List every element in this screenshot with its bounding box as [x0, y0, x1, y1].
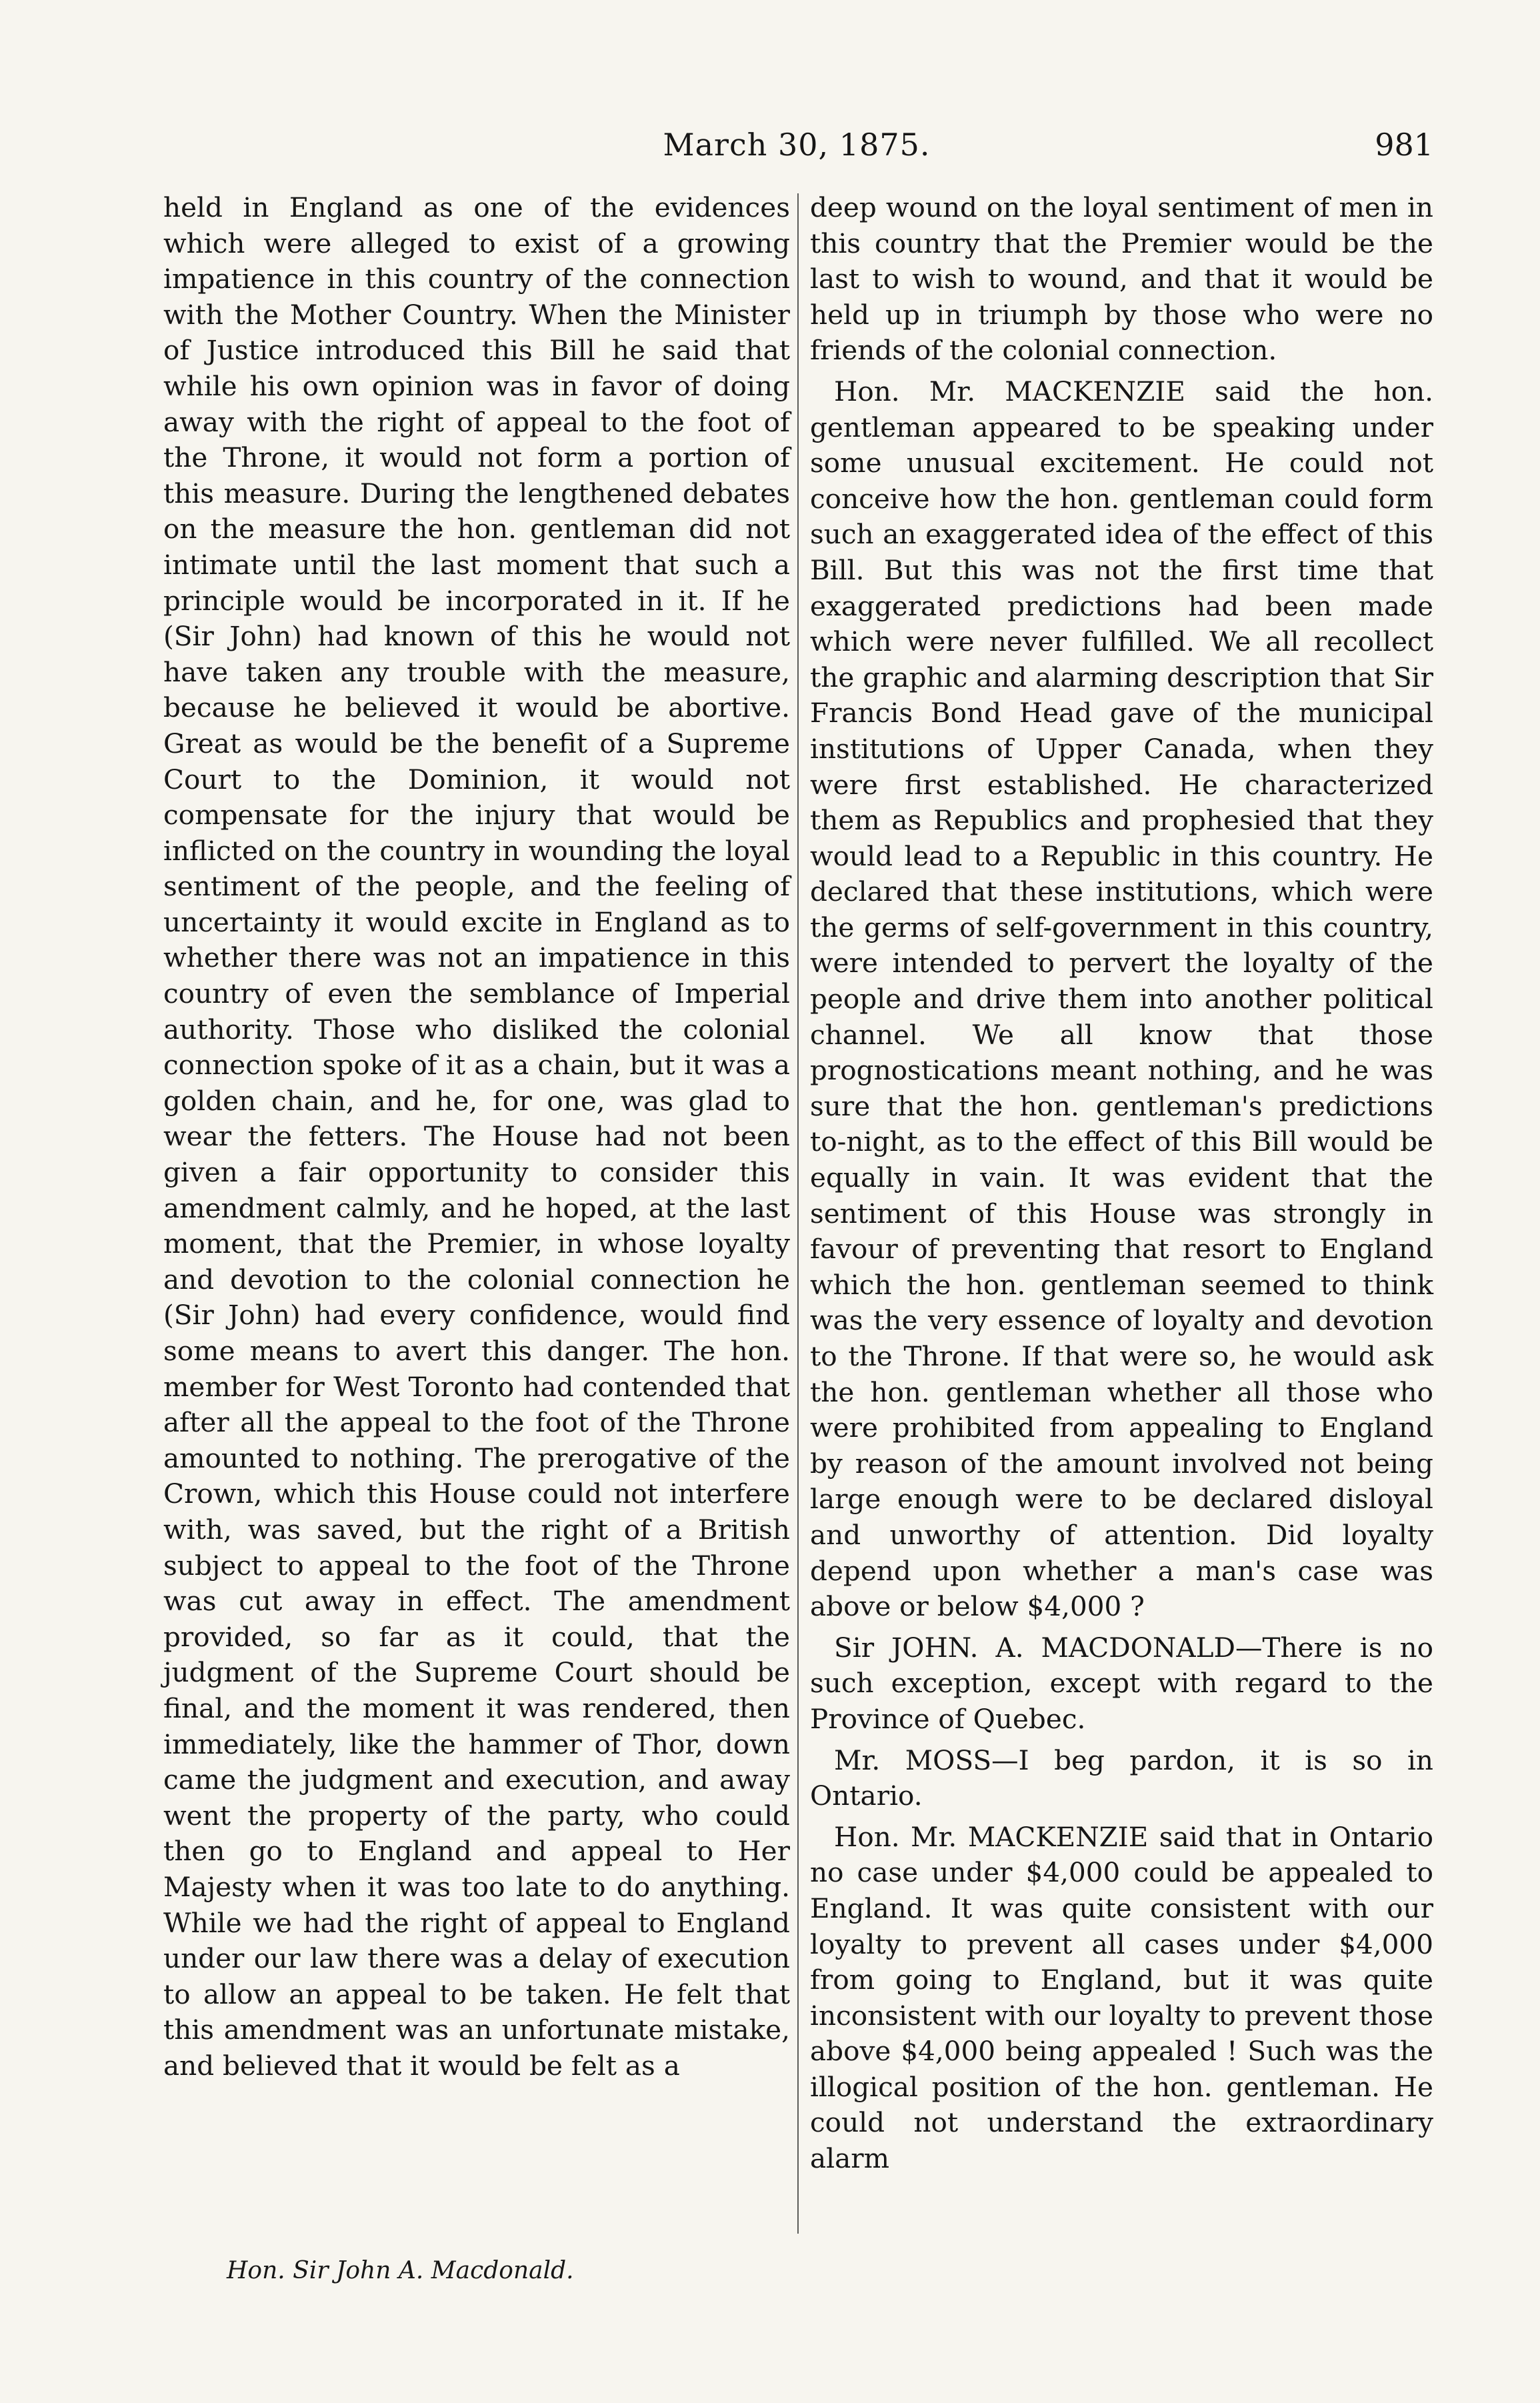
paragraph: Hon. Mr. MACKENZIE said that in Ontario no case under $4,000 could be appealed to England. It was quite consistent with our loyalty to prevent all cases under $4,000 from going to England, but it was quite inconsistent with our loyalty to prevent those above $4,000 being appealed ! Such was the illogical position of the hon. gentleman. He could not understand the extraordinary alarm [810, 1820, 1433, 2175]
left-column [163, 190, 790, 2084]
speaker-footer: Hon. Sir John A. Macdonald. [227, 2257, 574, 2284]
paragraph: Hon. Mr. MACKENZIE said the hon. gentleman appeared to be speaking under some unusual excitement. He could not conceive how the hon. gentleman could form such an exaggerated idea of the effect of this Bill. But this was not the first time that exaggerated predictions had been made which were never fulfilled. We all recollect the graphic and alarming description that Sir Francis Bond Head gave of the municipal institutions of Upper Canada, when they were first established. He characterized them as Republics and prophesied that they would lead to a Republic in this country. He declared that these institutions, which were the germs of self-government in this country, were intended to pervert the loyalty of the people and drive them into another political channel. We all know that those prognostications meant nothing, and he was sure that the hon. gentleman's predictions to-night, as to the effect of this Bill would be equally in vain. It was evident that the sentiment of this House was strongly in favour of preventing that resort to England which the hon. gentleman seemed to think was the very essence of loyalty and devotion to the Throne. If that were so, he would ask the hon. gentleman whether all those who were prohibited from appealing to England by reason of the amount involved not being large enough were to be declared disloyal and unworthy of attention. Did loyalty depend upon whether a man's case was above or below $4,000 ? [810, 375, 1433, 1623]
paragraph: held in England as one of the evidences which were alleged to exist of a growing impatience in this country of the connection with the Mother Country. When the Minister of Justice introduced this Bill he said that while his own opinion was in favor of doing away with the right of appeal to the foot of the Throne, it would not form a portion of this measure. During the lengthened debates on the measure the hon. gentleman did not intimate until the last moment that such a principle would be incorporated in it. If he (Sir John) had known of this he would not have taken any trouble with the measure, because he believed it would be abortive. Great as would be the benefit of a Supreme Court to the Dominion, it would not compensate for the injury that would be inflicted on the country in wounding the loyal sentiment of the people, and the feeling of uncertainty it would excite in England as to whether there was not an impatience in this country of even the semblance of Imperial authority. Those who disliked the colonial connection spoke of it as a chain, but it was a golden chain, and he, for one, was glad to wear the fetters. The House had not been given a fair opportunity to consider this amendment calmly, and he hoped, at the last moment, that the Premier, in whose loyalty and devotion to the colonial connection he (Sir John) had every confidence, would find some means to avert this danger. The hon. member for West Toronto had contended that after all the appeal to the foot of the Throne amounted to nothing. The prerogative of the Crown, which this House could not interfere with, was saved, but the right of a British subject to appeal to the foot of the Throne was cut away in effect. The amendment provided, so far as it could, that the judgment of the Supreme Court should be final, and the moment it was rendered, then immediately, like the hammer of Thor, down came the judgment and execution, and away went the property of the party, who could then go to England and appeal to Her Majesty when it was too late to do anything. While we had the right of appeal to England under our law there was a delay of execution to allow an appeal to be taken. He felt that this amendment was an unfortunate mistake, and believed that it would be felt as a [163, 191, 790, 2082]
paragraph: Mr. MOSS—I beg pardon, it is so in Ontario. [810, 1744, 1433, 1812]
paragraph: Sir JOHN. A. MACDONALD—There is no such exception, except with regard to the Province of Quebec. [810, 1631, 1433, 1735]
page-number: 981 [1375, 127, 1433, 163]
right-column [810, 190, 1433, 2177]
paragraph: deep wound on the loyal sentiment of men in this country that the Premier would be the last to wish to wound, and that it would be held up in triumph by those who were no friends of the colonial connection. [810, 191, 1433, 367]
running-head-date: March 30, 1875. [663, 127, 931, 163]
column-divider [797, 193, 799, 2234]
page-header [160, 127, 1433, 173]
